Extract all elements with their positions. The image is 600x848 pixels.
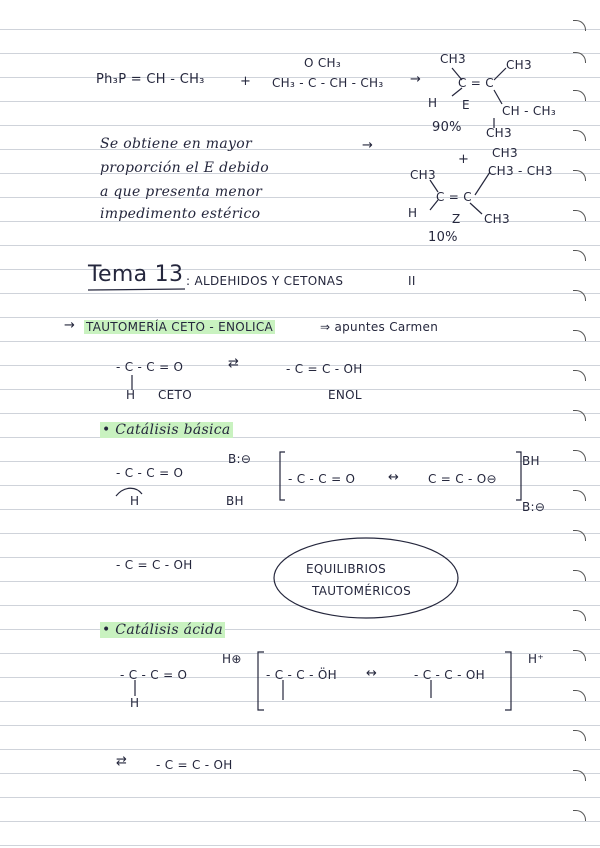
basica-right-base: B:⊖	[522, 500, 546, 514]
z-h: H	[408, 206, 418, 220]
acida-enol-result: - C = C - OH	[156, 758, 233, 772]
plus-sign-2: +	[458, 152, 470, 167]
acida-equilibrium-arrow: ⇄	[116, 754, 128, 769]
tautomeria-title	[84, 320, 275, 334]
enol-label: ENOL	[328, 388, 362, 402]
product-ch3-bottom: CH3	[486, 126, 512, 140]
basica-enolate-2: C = C - O⊖	[428, 472, 497, 486]
basica-h: H	[130, 494, 140, 508]
acida-ketone: - C - C = O	[120, 668, 188, 682]
yield-z: 10%	[428, 230, 458, 245]
note-line-1: Se obtiene en mayor	[100, 136, 252, 152]
z-ch3-right: CH3	[484, 212, 510, 226]
note-line-2: proporción el E debido	[100, 160, 269, 176]
basica-enolate-1: - C - C = O	[288, 472, 356, 486]
product-isopropyl: CH - CH₃	[502, 104, 556, 118]
ceto-formula: - C - C = O	[116, 360, 184, 374]
z-label: Z	[452, 212, 461, 226]
acida-resonance: ↔	[366, 666, 378, 681]
product-h: H	[428, 96, 438, 110]
basica-base: B:⊖	[228, 452, 252, 466]
z-ch3-top: CH3	[492, 146, 518, 160]
product-ch3-top-right: CH3	[506, 58, 532, 72]
equilibrios-line-1: EQUILIBRIOS	[306, 562, 387, 576]
keto-enol-equilibrium: ⇄	[228, 356, 240, 371]
acida-h: H	[130, 696, 140, 710]
acida-proton: H⊕	[222, 652, 242, 666]
ceto-h: H	[126, 388, 136, 402]
acida-right-proton: H⁺	[528, 652, 544, 666]
z-alkene-core: C = C	[436, 190, 472, 204]
equilibrios-line-2: TAUTOMÉRICOS	[312, 584, 412, 598]
tautomeria-reference: ⇒ apuntes Carmen	[320, 320, 439, 334]
note-line-3: a que presenta menor	[100, 184, 263, 200]
enol-formula: - C = C - OH	[286, 362, 363, 376]
plus-sign: +	[240, 74, 252, 89]
product-ch3-top-left: CH3	[440, 52, 466, 66]
basica-ketone: - C - C = O	[116, 466, 184, 480]
product-e-label: E	[462, 98, 470, 112]
catalisis-acida-text: • Catálisis ácida	[102, 622, 224, 638]
reaction-arrow: →	[410, 72, 422, 87]
tema-roman: II	[408, 274, 416, 288]
product-alkene-core: C = C	[458, 76, 494, 90]
catalisis-acida-title	[100, 622, 225, 638]
wittig-reagent: Ph₃P = CH - CH₃	[96, 72, 205, 87]
tema-title: : ALDEHIDOS Y CETONAS	[186, 274, 344, 288]
note-arrow: →	[362, 138, 374, 153]
yield-e: 90%	[432, 120, 462, 135]
acida-oxocarbenium-1: - C - C - ÖH	[266, 668, 337, 682]
ceto-label: CETO	[158, 388, 192, 402]
basica-right-bh: BH	[522, 454, 540, 468]
tautomeria-arrow: →	[64, 318, 76, 333]
basica-bh: BH	[226, 494, 244, 508]
acida-oxocarbenium-2: - C - C - OH	[414, 668, 485, 682]
ketone-reagent: CH₃ - C - CH - CH₃	[272, 76, 384, 90]
z-ch3-left: CH3	[410, 168, 436, 182]
ketone-substituents: O CH₃	[304, 56, 341, 70]
tema-number: Tema 13	[88, 262, 184, 287]
tautomeria-title-text: TAUTOMERÍA CETO - ENOLICA	[86, 320, 274, 334]
basica-resonance: ↔	[388, 470, 400, 485]
catalisis-basica-title	[100, 422, 233, 438]
catalisis-basica-text: • Catálisis básica	[102, 422, 231, 438]
basica-enol-result: - C = C - OH	[116, 558, 193, 572]
z-ethyl: CH3 - CH3	[488, 164, 553, 178]
note-line-4: impedimento estérico	[100, 206, 261, 222]
